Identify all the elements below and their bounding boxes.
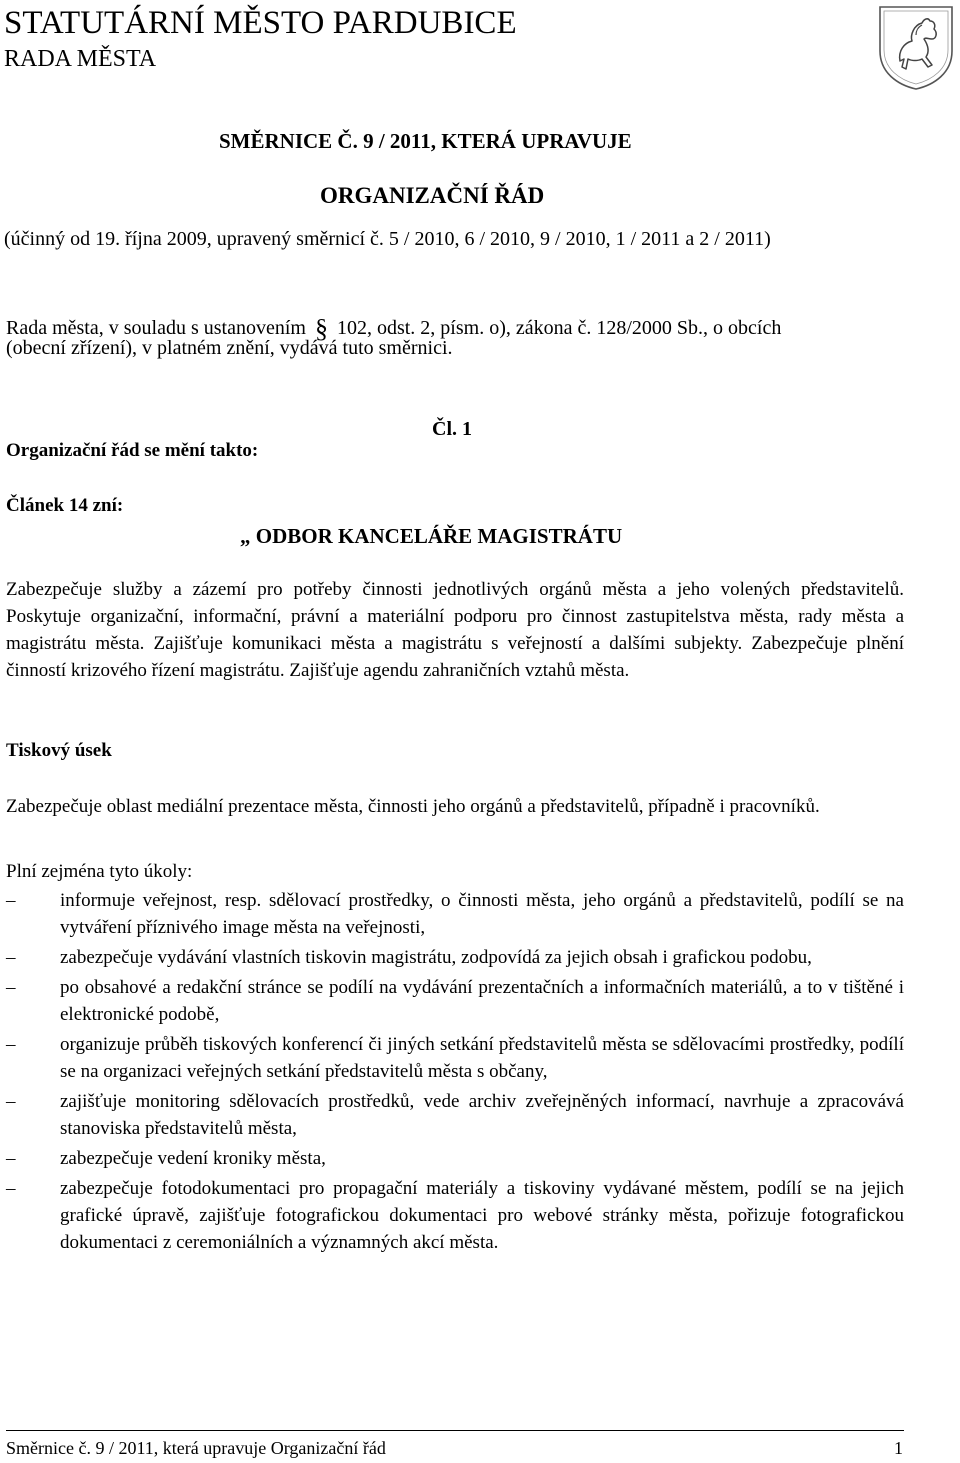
- tasks-intro: Plní zejména tyto úkoly:: [6, 861, 193, 882]
- list-item: [6, 1088, 904, 1142]
- task-text: zabezpečuje fotodokumentaci pro propagační materiály a tiskoviny vydávané městem, podílí se na jejich grafické úpravě, zajišťuje fotografickou dokumentaci pro webové stránky města, pořizuje fotografickou dokumentaci z ceremoniálních a významných akcí města.: [60, 1178, 904, 1253]
- task-text: zabezpečuje vydávání vlastních tiskovin magistrátu, zodpovídá za jejich obsah i grafickou podobu,: [60, 947, 812, 968]
- article-number: Čl. 1: [432, 418, 472, 440]
- list-item: [6, 887, 904, 941]
- department-description: Zabezpečuje služby a zázemí pro potřeby činnosti jednotlivých orgánů města a jeho volených představitelů. Poskytuje organizační, informační, právní a materiální podporu pro činnost zastupitelstva města, rady města a magistrátu města. Zajišťuje komunikaci města a magistrátu s veřejností a dalšími subjekty. Zabezpečuje plnění činností krizového řízení magistrátu. Zajišťuje agendu zahraničních vztahů města.: [6, 579, 904, 681]
- task-text: po obsahové a redakční stránce se podílí na vydávání prezentačních a informačních materiálů, a to v tištěné i elektronické podobě,: [60, 977, 904, 1025]
- task-list: [6, 887, 904, 1259]
- council-name: RADA MĚSTA: [4, 46, 157, 72]
- directive-subtitle: ORGANIZAČNÍ ŘÁD: [320, 183, 545, 208]
- dash-bullet-icon: –: [6, 1034, 16, 1055]
- list-item: [6, 1031, 904, 1085]
- list-item: [6, 1145, 904, 1172]
- dash-bullet-icon: –: [6, 1178, 16, 1199]
- task-text: informuje veřejnost, resp. sdělovací prostředky, o činnosti města, jeho orgánů a představitelů, podílí se na vytváření příznivého image města na veřejnosti,: [60, 890, 904, 938]
- dash-bullet-icon: –: [6, 890, 16, 911]
- list-item: [6, 944, 904, 971]
- list-item: [6, 1175, 904, 1256]
- section-title: Tiskový úsek: [6, 740, 112, 761]
- preamble-text-b: 102, odst. 2, písm. o), zákona č. 128/2000 Sb., o obcích: [336, 317, 782, 339]
- dash-bullet-icon: –: [6, 977, 16, 998]
- dash-bullet-icon: –: [6, 1148, 16, 1169]
- footer-text: Směrnice č. 9 / 2011, která upravuje Organizační řád: [6, 1438, 386, 1458]
- section-sign: §: [314, 314, 328, 343]
- list-item: [6, 974, 904, 1028]
- page-number: 1: [894, 1438, 903, 1458]
- task-text: zabezpečuje vedení kroniky města,: [60, 1148, 326, 1169]
- city-crest-horse-icon: [876, 3, 956, 91]
- change-label: Organizační řád se mění takto:: [6, 440, 259, 461]
- dash-bullet-icon: –: [6, 947, 16, 968]
- department-title: „ ODBOR KANCELÁŘE MAGISTRÁTU: [240, 524, 623, 548]
- dash-bullet-icon: –: [6, 1091, 16, 1112]
- organization-name: STATUTÁRNÍ MĚSTO PARDUBICE: [4, 5, 517, 41]
- footer-rule: [6, 1430, 904, 1431]
- task-text: organizuje průběh tiskových konferencí či jiných setkání představitelů města se sdělovacími prostředky, podílí se na organizaci veřejných setkání představitelů města s občany,: [60, 1034, 904, 1082]
- directive-effective-note: (účinný od 19. října 2009, upravený směrnicí č. 5 / 2010, 6 / 2010, 9 / 2010, 1 / 2011 a 2 / 2011): [4, 228, 771, 250]
- preamble-text-a: Rada města, v souladu s ustanovením: [6, 317, 306, 339]
- preamble-line-2: (obecní zřízení), v platném znění, vydává tuto směrnici.: [6, 337, 453, 359]
- section-description: Zabezpečuje oblast mediální prezentace města, činnosti jeho orgánů a představitelů, případně i pracovníků.: [6, 796, 820, 817]
- directive-title: SMĚRNICE Č. 9 / 2011, KTERÁ UPRAVUJE: [219, 129, 632, 153]
- article-label: Článek 14 zní:: [6, 495, 124, 516]
- task-text: zajišťuje monitoring sdělovacích prostředků, vede archiv zveřejněných informací, navrhuje a zpracovává stanoviska představitelů města,: [60, 1091, 904, 1139]
